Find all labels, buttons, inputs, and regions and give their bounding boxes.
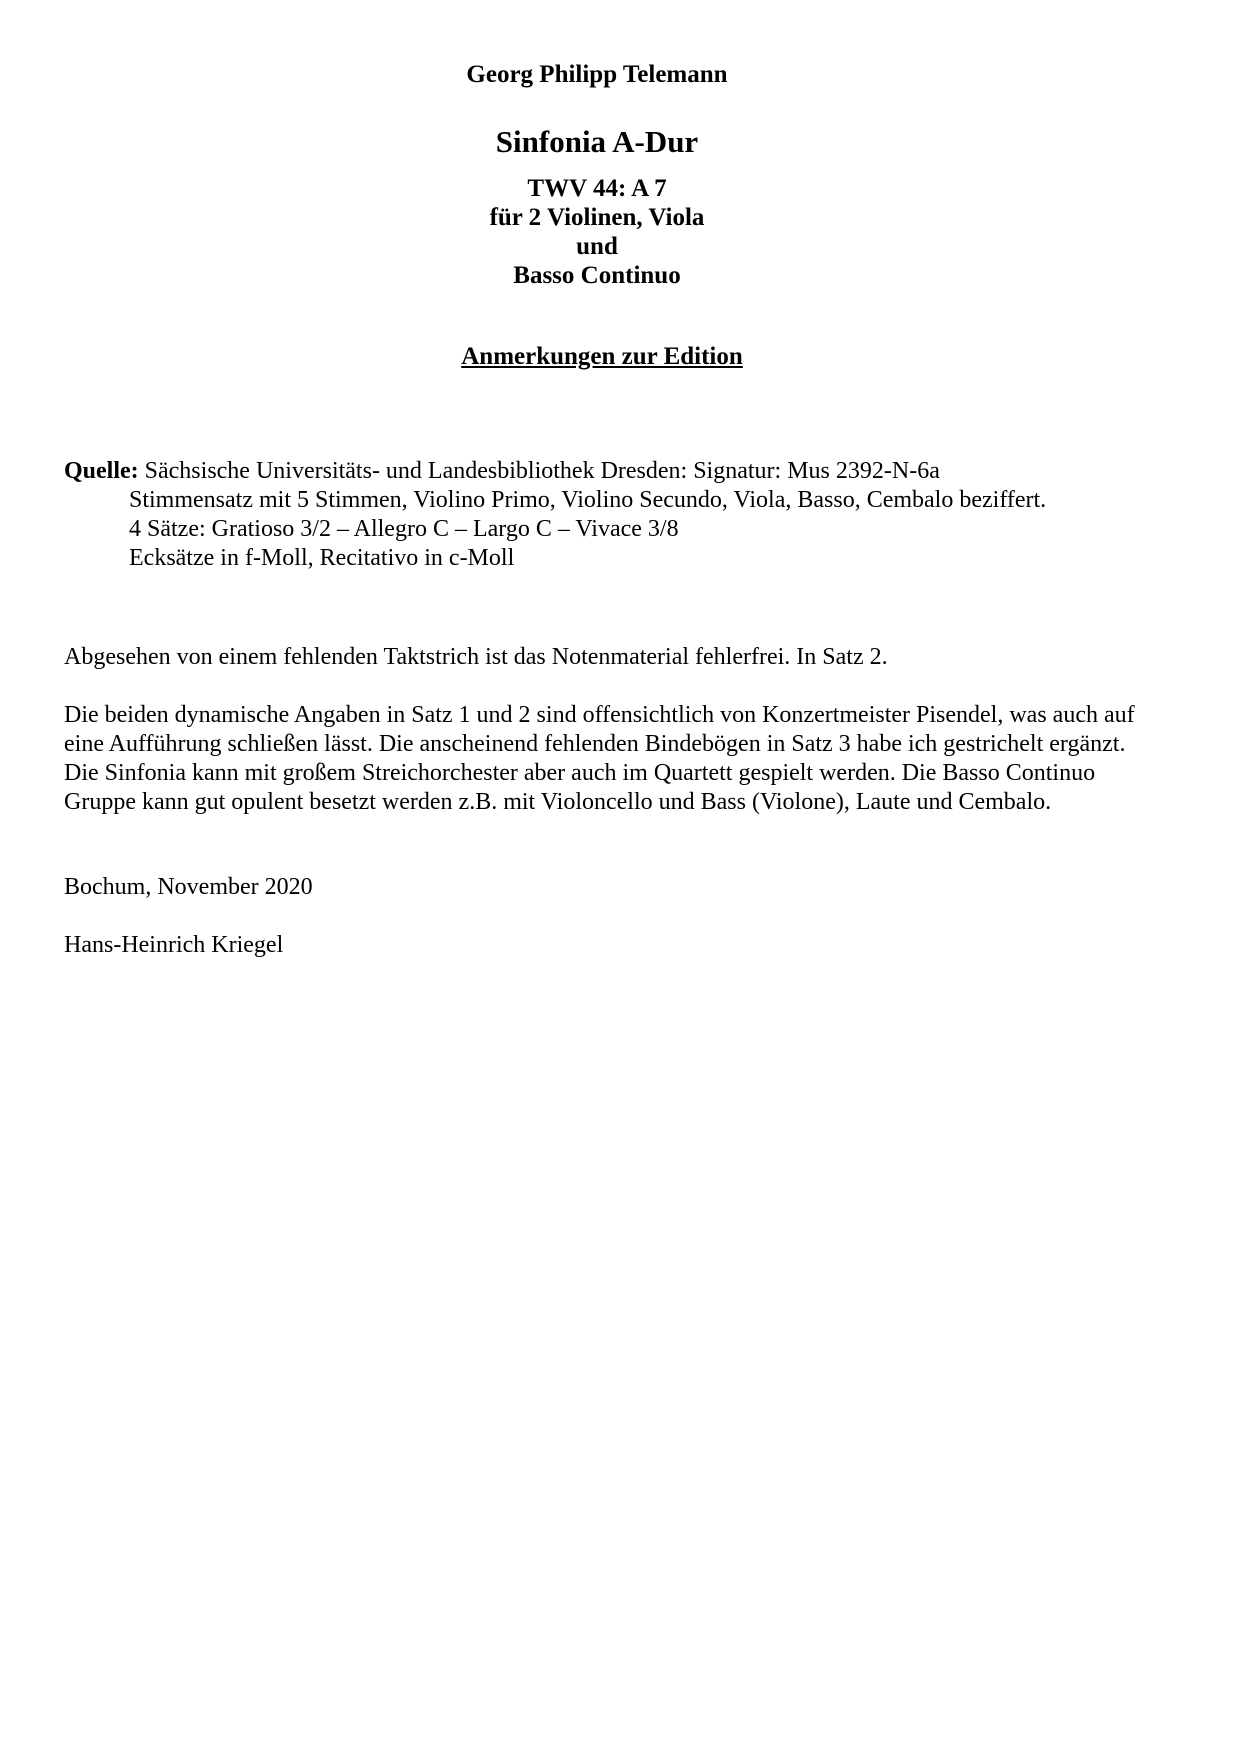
work-title: Sinfonia A-Dur: [495, 124, 699, 159]
editorial-note-2: Die beiden dynamische Angaben in Satz 1 und 2 sind offensichtlich von Konzertmeister Pisendel, was auch auf eine Aufführung schließen lässt. Die anscheinend fehlenden Bindebögen in Satz 3 habe ich gestrichelt ergänzt. Die Sinfonia kann mit großem Streichorchester aber auch im Quartett gespielt werden. Die Basso Continuo Gruppe kann gut opulent besetzt werden z.B. mit Violoncello und Bass (Violone), Laute und Cembalo.: [64, 702, 1135, 815]
source-block: [64, 457, 1140, 573]
title-block: [92, 60, 1102, 290]
source-label: Quelle:: [64, 458, 139, 484]
scoring-line-1: für 2 Violinen, Viola: [489, 204, 705, 231]
scoring-line-3: Basso Continuo: [513, 262, 681, 289]
work-meta: [92, 174, 1102, 290]
editorial-note-1: Abgesehen von einem fehlenden Taktstrich ist das Notenmaterial fehlerfrei. In Satz 2.: [64, 644, 888, 670]
section-heading: Anmerkungen zur Edition: [461, 343, 743, 370]
scoring-line-2: und: [576, 233, 618, 260]
source-line-1-text: Sächsische Universitäts- und Landesbibliothek Dresden: Signatur: Mus 2392-N-6a: [144, 458, 940, 484]
composer-name: Georg Philipp Telemann: [466, 61, 728, 88]
source-line-4: Ecksätze in f-Moll, Recitativo in c-Moll: [129, 545, 515, 571]
editor-name: Hans-Heinrich Kriegel: [64, 932, 284, 958]
source-line-3: 4 Sätze: Gratioso 3/2 – Allegro C – Largo C – Vivace 3/8: [129, 516, 679, 542]
source-line-2: Stimmensatz mit 5 Stimmen, Violino Primo, Violino Secundo, Viola, Basso, Cembalo beziffert.: [129, 487, 1047, 513]
source-line-1: [64, 457, 1140, 486]
catalog-number: TWV 44: A 7: [527, 175, 667, 202]
place-date: Bochum, November 2020: [64, 874, 313, 900]
